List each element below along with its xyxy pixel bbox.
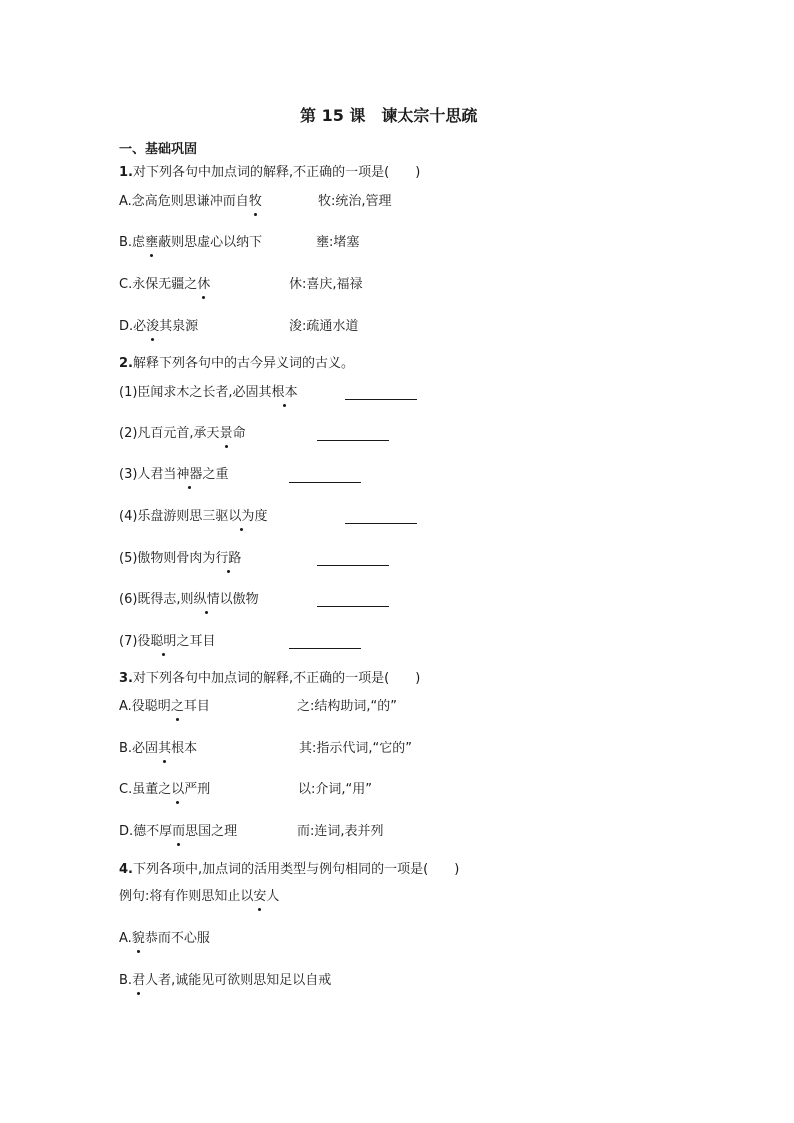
q1-option-d-explanation: 浚:疏通水道 bbox=[289, 319, 359, 334]
q2-item-4: (4)乐盘游则思三驱以为度 bbox=[119, 509, 268, 524]
dotted-word: 以 bbox=[171, 782, 185, 797]
answer-blank[interactable] bbox=[317, 606, 389, 607]
question-1-stem bbox=[119, 165, 420, 181]
dotted-word: 貌 bbox=[131, 931, 145, 946]
answer-blank[interactable] bbox=[289, 648, 361, 649]
q1-option-d: D.必浚其泉源 bbox=[119, 319, 199, 334]
page-title: 第 15 课 谏太宗十思疏 bbox=[300, 106, 478, 125]
question-3-stem bbox=[119, 671, 420, 687]
question-number: 3. bbox=[119, 671, 133, 686]
dotted-word: 其 bbox=[158, 741, 172, 756]
question-number: 2. bbox=[119, 356, 133, 371]
dotted-word: 休 bbox=[197, 277, 211, 292]
q3-option-a-explanation: 之:结构助词,“的” bbox=[297, 699, 397, 714]
dotted-word: 纵情 bbox=[193, 592, 220, 607]
q1-option-a-explanation: 牧:统治,管理 bbox=[318, 194, 392, 209]
q1-option-c: C.永保无疆之休 bbox=[119, 277, 211, 292]
question-text: 解释下列各句中的古今异义词的古义。 bbox=[132, 356, 354, 371]
dotted-word: 君 bbox=[132, 973, 146, 988]
dotted-word: 行路 bbox=[215, 551, 242, 566]
q2-item-7: (7)役聪明之耳目 bbox=[119, 634, 216, 649]
q1-option-b-explanation: 壅:堵塞 bbox=[316, 235, 360, 250]
dotted-word: 浚 bbox=[146, 319, 160, 334]
question-text: 对下列各句中加点词的解释,不正确的一项是( ) bbox=[132, 165, 421, 180]
dotted-word: 聪明 bbox=[150, 634, 177, 649]
section-heading: 一、基础巩固 bbox=[119, 142, 198, 157]
question-number: 1. bbox=[119, 165, 133, 180]
dotted-word: 牧 bbox=[248, 194, 262, 209]
answer-blank[interactable] bbox=[345, 523, 417, 524]
q4-example: 例句:将有作则思知止以安人 bbox=[119, 889, 280, 904]
dotted-word: 根本 bbox=[271, 385, 298, 400]
q2-item-1: (1)臣闻求木之长者,必固其根本 bbox=[119, 385, 298, 400]
question-text: 下列各项中,加点词的活用类型与例句相同的一项是( ) bbox=[132, 862, 460, 877]
dotted-word: 以为 bbox=[228, 509, 255, 524]
dotted-word: 而 bbox=[172, 824, 186, 839]
question-text: 对下列各句中加点词的解释,不正确的一项是( ) bbox=[132, 671, 421, 686]
dotted-word: 安 bbox=[253, 889, 267, 904]
q2-item-2: (2)凡百元首,承天景命 bbox=[119, 426, 246, 441]
dotted-word: 景 bbox=[219, 426, 233, 441]
dotted-word: 神器 bbox=[176, 467, 203, 482]
q2-item-5: (5)傲物则骨肉为行路 bbox=[119, 551, 242, 566]
q3-option-b-explanation: 其:指示代词,“它的” bbox=[299, 741, 412, 756]
question-number: 4. bbox=[119, 862, 133, 877]
answer-blank[interactable] bbox=[317, 565, 389, 566]
q3-option-c: C.虽董之以严刑 bbox=[119, 782, 211, 797]
q4-option-a: A.貌恭而不心服 bbox=[119, 931, 210, 946]
q1-option-b: B.虑壅蔽则思虚心以纳下 bbox=[119, 235, 263, 250]
q3-option-d: D.德不厚而思国之理 bbox=[119, 824, 238, 839]
dotted-word: 之 bbox=[170, 699, 184, 714]
q3-option-d-explanation: 而:连词,表并列 bbox=[297, 824, 384, 839]
question-4-stem bbox=[119, 862, 459, 878]
answer-blank[interactable] bbox=[345, 399, 417, 400]
q1-option-c-explanation: 休:喜庆,福禄 bbox=[289, 277, 363, 292]
q3-option-c-explanation: 以:介词,“用” bbox=[298, 782, 372, 797]
q3-option-b: B.必固其根本 bbox=[119, 741, 198, 756]
question-2-stem bbox=[119, 356, 354, 372]
q1-option-a: A.念高危则思谦冲而自牧 bbox=[119, 194, 262, 209]
dotted-word: 壅 bbox=[145, 235, 159, 250]
answer-blank[interactable] bbox=[289, 482, 361, 483]
q4-option-b: B.君人者,诚能见可欲则思知足以自戒 bbox=[119, 973, 332, 988]
q3-option-a: A.役聪明之耳目 bbox=[119, 699, 210, 714]
answer-blank[interactable] bbox=[317, 440, 389, 441]
q2-item-6: (6)既得志,则纵情以傲物 bbox=[119, 592, 259, 607]
q2-item-3: (3)人君当神器之重 bbox=[119, 467, 229, 482]
